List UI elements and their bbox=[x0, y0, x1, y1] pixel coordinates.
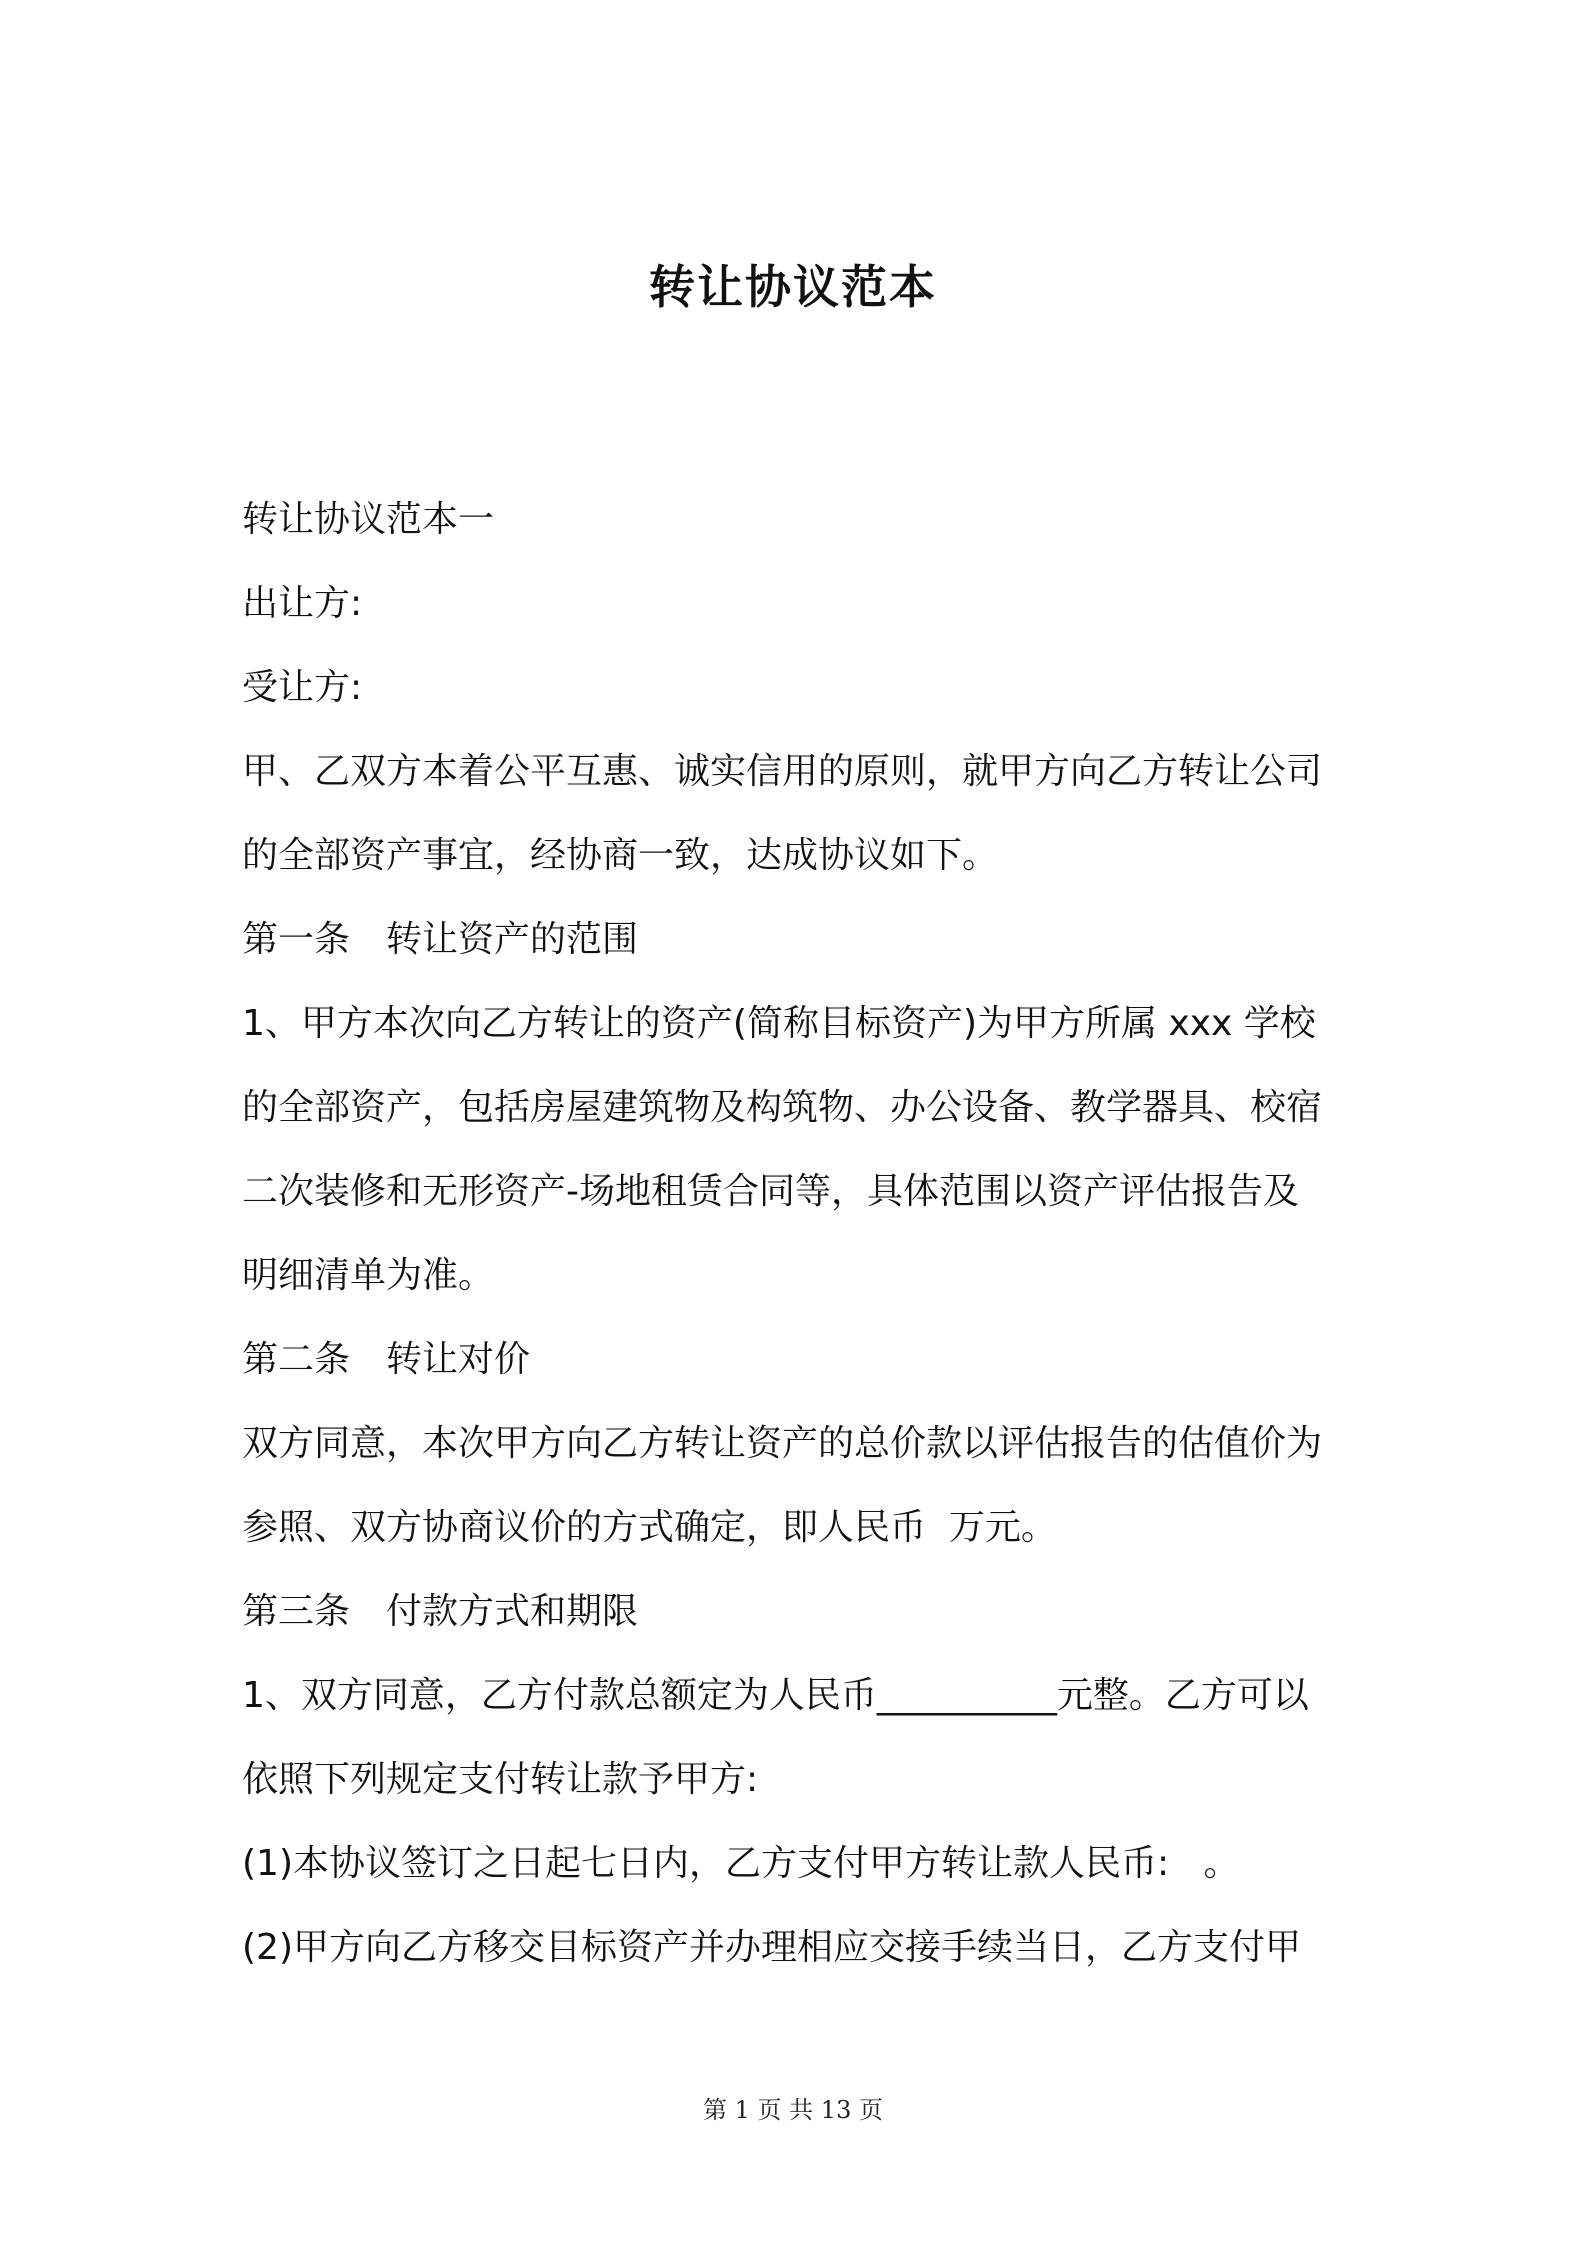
body-line: 甲、乙双方本着公平互惠、诚实信用的原则，就甲方向乙方转让公司 bbox=[242, 751, 1323, 792]
body-line: 依照下列规定支付转让款予甲方: bbox=[242, 1759, 759, 1800]
section-heading: 第二条 转让对价 bbox=[242, 1339, 531, 1380]
body-line: 二次装修和无形资产-场地租赁合同等，具体范围以资产评估报告及 bbox=[242, 1171, 1299, 1212]
body-line: 1、甲方本次向乙方转让的资产(简称目标资产)为甲方所属 xxx 学校 bbox=[242, 1003, 1316, 1044]
body-line: 的全部资产，包括房屋建筑物及构筑物、办公设备、教学器具、校宿 bbox=[242, 1087, 1323, 1128]
section-heading: 第一条 转让资产的范围 bbox=[242, 919, 639, 960]
body-line: 明细清单为准。 bbox=[242, 1255, 495, 1296]
body-line: 转让协议范本一 bbox=[242, 499, 495, 540]
page-footer: 第 1 页 共 13 页 bbox=[703, 2096, 883, 2124]
body-line: (1)本协议签订之日起七日内，乙方支付甲方转让款人民币: 。 bbox=[242, 1843, 1240, 1884]
body-line: 参照、双方协商议价的方式确定，即人民币 万元。 bbox=[242, 1507, 1057, 1548]
body-line: 1、双方同意，乙方付款总额定为人民币__________元整。乙方可以 bbox=[242, 1675, 1309, 1716]
section-heading: 第三条 付款方式和期限 bbox=[242, 1591, 639, 1632]
body-line: (2)甲方向乙方移交目标资产并办理相应交接手续当日，乙方支付甲 bbox=[242, 1927, 1301, 1968]
document-body bbox=[242, 478, 1362, 1990]
document-title: 转让协议范本 bbox=[649, 260, 937, 314]
body-line: 的全部资产事宜，经协商一致，达成协议如下。 bbox=[242, 835, 999, 876]
body-line: 双方同意，本次甲方向乙方转让资产的总价款以评估报告的估值价为 bbox=[242, 1423, 1323, 1464]
body-line: 出让方: bbox=[242, 583, 363, 624]
body-line: 受让方: bbox=[242, 667, 363, 708]
